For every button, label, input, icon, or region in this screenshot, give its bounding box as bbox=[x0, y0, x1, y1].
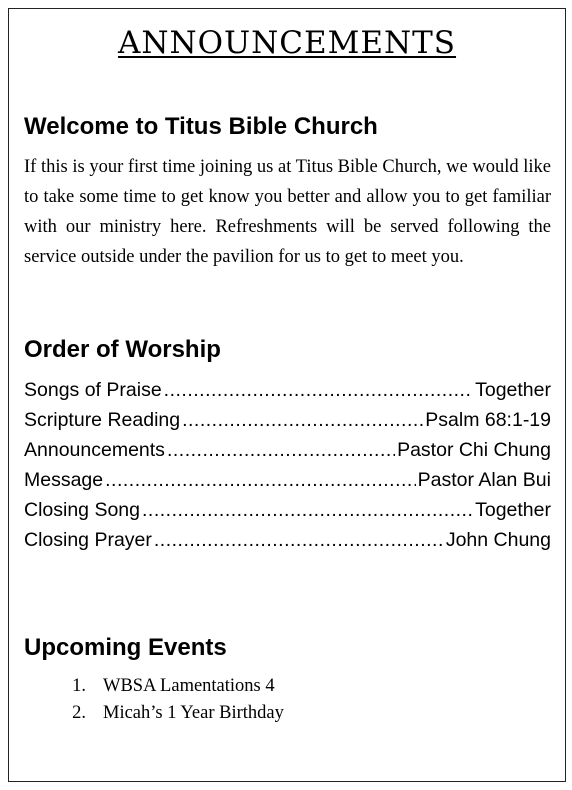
dot-leader bbox=[142, 495, 473, 525]
order-of-worship-list bbox=[24, 375, 551, 555]
event-item bbox=[24, 700, 284, 727]
worship-item-part: Scripture Reading bbox=[24, 409, 181, 431]
worship-item bbox=[24, 405, 551, 435]
dot-leader bbox=[154, 525, 444, 555]
upcoming-events-heading: Upcoming Events bbox=[24, 634, 227, 661]
dot-leader bbox=[164, 375, 473, 405]
event-item bbox=[24, 673, 284, 700]
worship-item-part: Announcements bbox=[24, 439, 165, 461]
event-text: WBSA Lamentations 4 bbox=[103, 676, 275, 696]
dot-leader bbox=[105, 465, 416, 495]
order-of-worship-heading: Order of Worship bbox=[24, 336, 221, 363]
worship-item-part: Closing Prayer bbox=[24, 529, 152, 551]
worship-item-leader: John Chung bbox=[445, 529, 551, 551]
dot-leader bbox=[167, 435, 395, 465]
worship-item-leader: Pastor Chi Chung bbox=[397, 439, 551, 461]
worship-item-leader: Pastor Alan Bui bbox=[417, 469, 551, 491]
worship-item bbox=[24, 465, 551, 495]
announcement-page bbox=[8, 8, 566, 782]
dot-leader bbox=[182, 405, 423, 435]
worship-item bbox=[24, 525, 551, 555]
worship-item-leader: Psalm 68:1-19 bbox=[425, 409, 551, 431]
worship-item-leader: Together bbox=[475, 499, 551, 521]
worship-item bbox=[24, 375, 551, 405]
worship-item bbox=[24, 435, 551, 465]
upcoming-events-list bbox=[24, 673, 284, 727]
welcome-paragraph: If this is your first time joining us at Titus Bible Church, we would like to take some time to get know you better and allow you to get familiar with our ministry here. Refreshments will be served following the service outside under the pavilion for us to get to meet you. bbox=[24, 157, 551, 267]
page-title bbox=[9, 23, 565, 63]
event-number: 1. bbox=[72, 676, 86, 696]
worship-item-part: Songs of Praise bbox=[24, 379, 162, 401]
page-title-text: ANNOUNCEMENTS bbox=[117, 25, 457, 61]
worship-item-leader: Together bbox=[475, 379, 551, 401]
worship-item-part: Message bbox=[24, 469, 104, 491]
worship-item-part: Closing Song bbox=[24, 499, 140, 521]
worship-item bbox=[24, 495, 551, 525]
event-number: 2. bbox=[72, 703, 86, 723]
welcome-heading: Welcome to Titus Bible Church bbox=[24, 113, 378, 140]
event-text: Micah’s 1 Year Birthday bbox=[103, 703, 284, 723]
